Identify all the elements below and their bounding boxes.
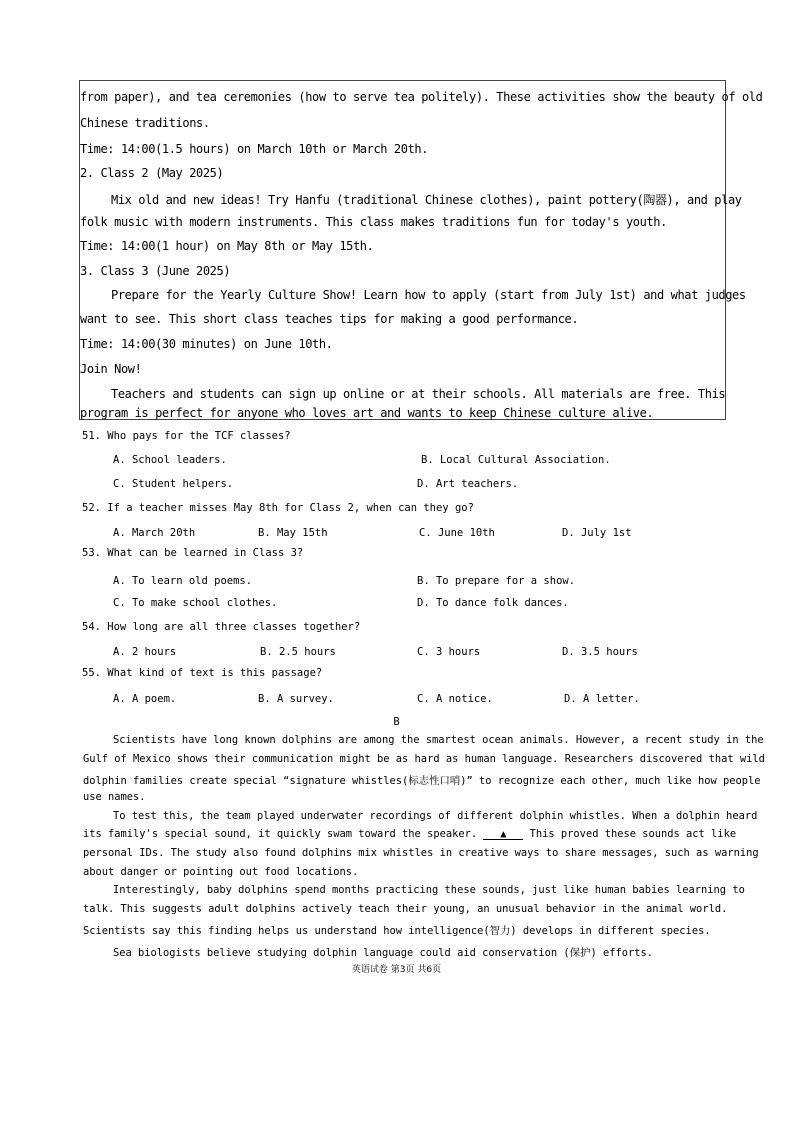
- notice-line: program is perfect for anyone who loves art and wants to keep Chinese culture alive.: [80, 406, 654, 420]
- passage-line: Sea biologists believe studying dolphin language could aid conservation (保护) efforts.: [113, 947, 654, 959]
- passage-line: personal IDs. The study also found dolphins mix whistles in creative ways to share messages, such as warning: [83, 847, 759, 859]
- option: C. June 10th: [419, 527, 495, 539]
- notice-line: Chinese traditions.: [80, 116, 210, 130]
- option: C. To make school clothes.: [113, 597, 278, 609]
- option: A. March 20th: [113, 527, 196, 539]
- notice-line: Teachers and students can sign up online or at their schools. All materials are free. This: [111, 387, 726, 401]
- passage-line-with-blank: [83, 828, 740, 840]
- option: C. 3 hours: [417, 646, 481, 658]
- option: A. 2 hours: [113, 646, 177, 658]
- class-2-heading: 2. Class 2 (May 2025): [80, 166, 224, 180]
- notice-line: from paper), and tea ceremonies (how to serve tea politely). These activities show the beauty of old: [80, 90, 763, 104]
- notice-line: Prepare for the Yearly Culture Show! Learn how to apply (start from July 1st) and what judges: [111, 288, 746, 302]
- option: D. To dance folk dances.: [417, 597, 569, 609]
- passage-line: talk. This suggests adult dolphins actively teach their young, an unusual behavior in the animal world.: [83, 903, 728, 915]
- question-52: 52. If a teacher misses May 8th for Class 2, when can they go?: [82, 502, 474, 514]
- option: B. To prepare for a show.: [417, 575, 576, 587]
- class-3-heading: 3. Class 3 (June 2025): [80, 264, 231, 278]
- option: A. School leaders.: [113, 454, 227, 466]
- question-54: 54. How long are all three classes together?: [82, 621, 361, 633]
- option: D. A letter.: [564, 693, 640, 705]
- notice-line: want to see. This short class teaches tips for making a good performance.: [80, 312, 579, 326]
- passage-line: Scientists have long known dolphins are among the smartest ocean animals. However, a recent study in the: [113, 734, 764, 746]
- passage-line: about danger or pointing out food locations.: [83, 866, 359, 878]
- option: B. 2.5 hours: [260, 646, 336, 658]
- page-footer: 英语试卷 第3页 共6页: [351, 965, 442, 975]
- passage-line: use names.: [83, 791, 146, 803]
- option: A. To learn old poems.: [113, 575, 253, 587]
- notice-time-1: Time: 14:00(1.5 hours) on March 10th or March 20th.: [80, 142, 429, 156]
- section-b-heading: B: [393, 716, 400, 728]
- option: B. May 15th: [258, 527, 328, 539]
- option: B. Local Cultural Association.: [421, 454, 611, 466]
- notice-time-3: Time: 14:00(30 minutes) on June 10th.: [80, 337, 333, 351]
- answer-blank: ▲: [483, 829, 523, 840]
- notice-box: [79, 80, 763, 420]
- passage-line: To test this, the team played underwater recordings of different dolphin whistles. When a dolphin heard: [113, 810, 758, 822]
- option: D. 3.5 hours: [562, 646, 638, 658]
- question-53: 53. What can be learned in Class 3?: [82, 547, 304, 559]
- passage-line: dolphin families create special “signature whistles(标志性口哨)” to recognize each other, much like how people: [83, 775, 761, 787]
- passage-text: its family's special sound, it quickly swam toward the speaker.: [83, 828, 478, 840]
- option: C. Student helpers.: [113, 478, 234, 490]
- option: B. A survey.: [258, 693, 334, 705]
- passage-line: Gulf of Mexico shows their communication might be as hard as human language. Researchers discovered that wild: [83, 753, 765, 765]
- option: D. July 1st: [562, 527, 632, 539]
- notice-line: folk music with modern instruments. This class makes traditions fun for today's youth.: [80, 215, 667, 229]
- join-now-heading: Join Now!: [80, 362, 142, 376]
- passage-line: Interestingly, baby dolphins spend months practicing these sounds, just like human babies learning to: [113, 884, 745, 896]
- passage-line: Scientists say this finding helps us understand how intelligence(智力) develops in different species.: [83, 925, 711, 937]
- notice-line: Mix old and new ideas! Try Hanfu (traditional Chinese clothes), paint pottery(陶器), and play: [111, 193, 742, 207]
- question-51: 51. Who pays for the TCF classes?: [82, 430, 291, 442]
- notice-time-2: Time: 14:00(1 hour) on May 8th or May 15th.: [80, 239, 374, 253]
- question-55: 55. What kind of text is this passage?: [82, 667, 323, 679]
- option: D. Art teachers.: [417, 478, 519, 490]
- option: C. A notice.: [417, 693, 493, 705]
- passage-text: This proved these sounds act like: [529, 828, 737, 840]
- option: A. A poem.: [113, 693, 177, 705]
